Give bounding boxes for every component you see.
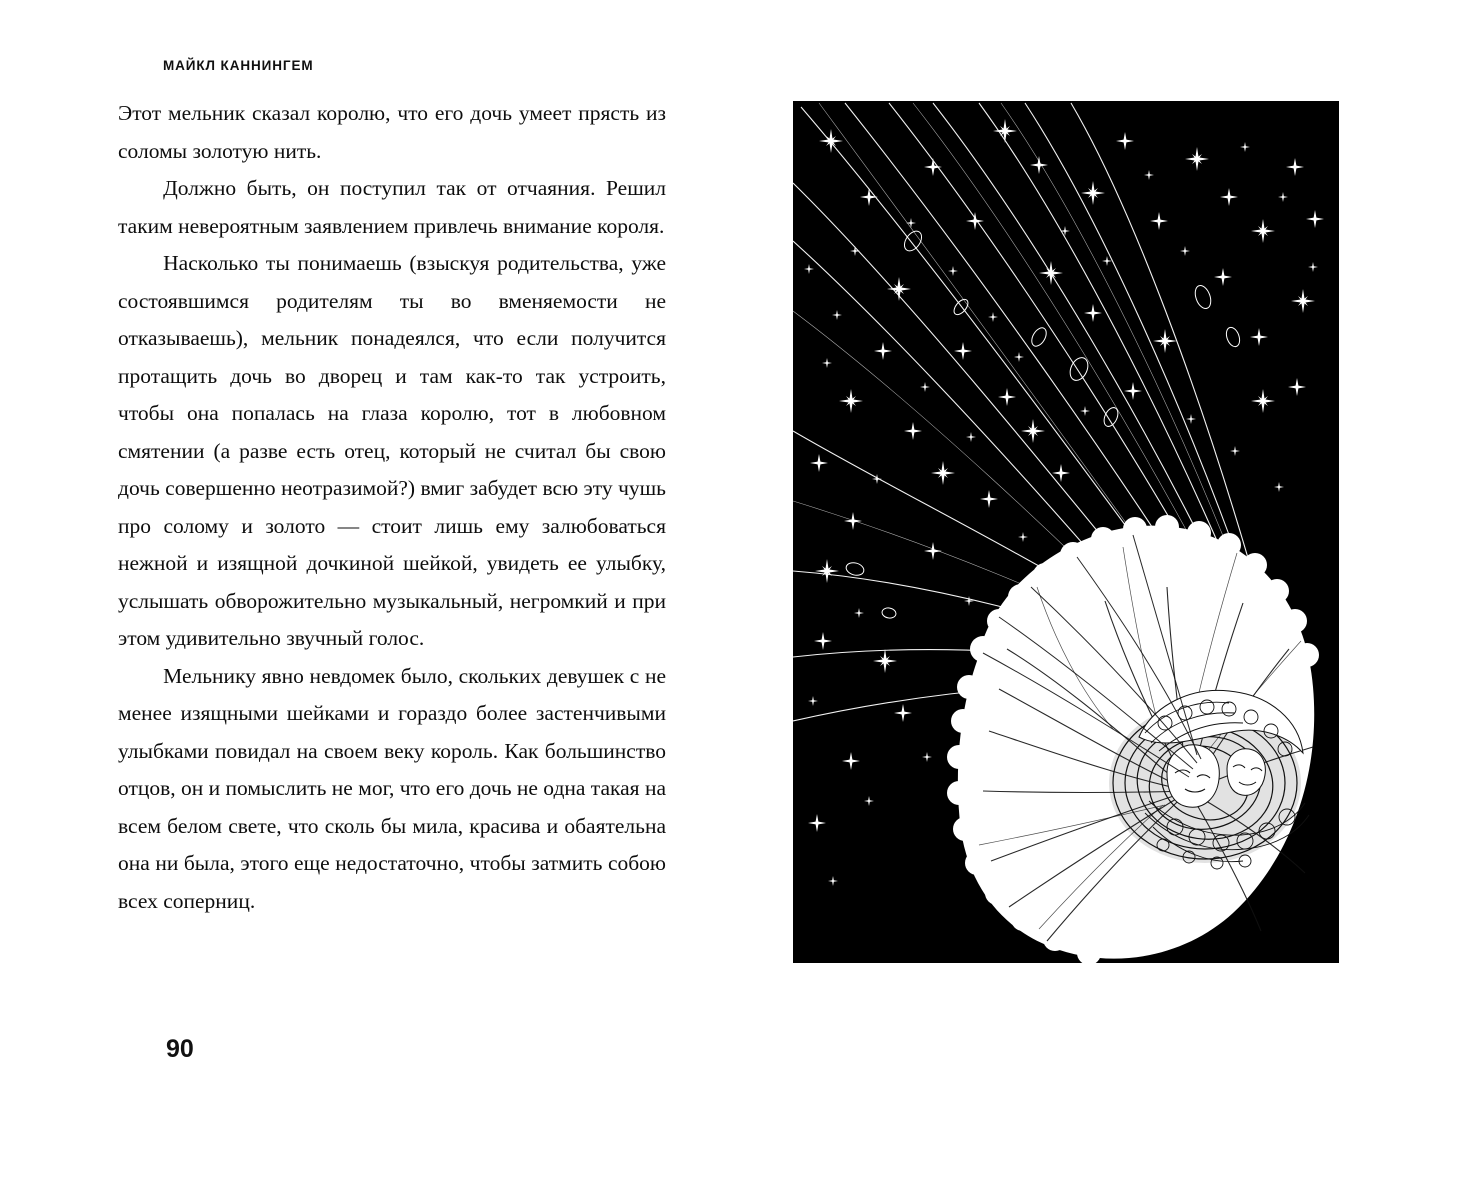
paragraph: Мельнику явно невдомек было, скольких девушек с не менее изящными шейками и гораздо более застенчивыми улыбками повидал на своем веку король. Как большинство отцов, он и помыслить не мог, что его дочь не одна такая на всем белом свете, что сколь бы мила, красива и обаятельна она ни была, этого еще недостаточно, чтобы затмить собою всех соперниц. [118,663,666,913]
paragraph: Должно быть, он поступил так от отчаяния. Решил таким невероятным заявлением привлечь внимание короля. [118,176,666,238]
paragraph: Этот мельник сказал королю, что его дочь умеет прясть из соломы золотую нить. [118,101,666,163]
illustration-artwork [793,101,1339,963]
page-number: 90 [166,1035,194,1063]
illustration-panel [793,101,1339,963]
paragraph: Насколько ты понимаешь (взыскуя родительства, уже состоявшимся родителям ты во вменяемости не отказываешь), мельник понадеялся, что если получится протащить дочь во дворец и там как-то так устроить, чтобы она попалась на глаза королю, тот в любовном смятении (а разве есть отец, который не считал бы свою дочь совершенно неотразимой?) вмиг забудет всю эту чушь про солому и золото — стоит лишь ему залюбоваться нежной и изящной дочкиной шейкой, увидеть ее улыбку, услышать обворожительно музыкальный, негромкий и при этом удивительно звучный голос. [118,251,666,650]
body-text-column [118,95,666,920]
running-head: МАЙКЛ КАННИНГЕМ [163,58,314,73]
